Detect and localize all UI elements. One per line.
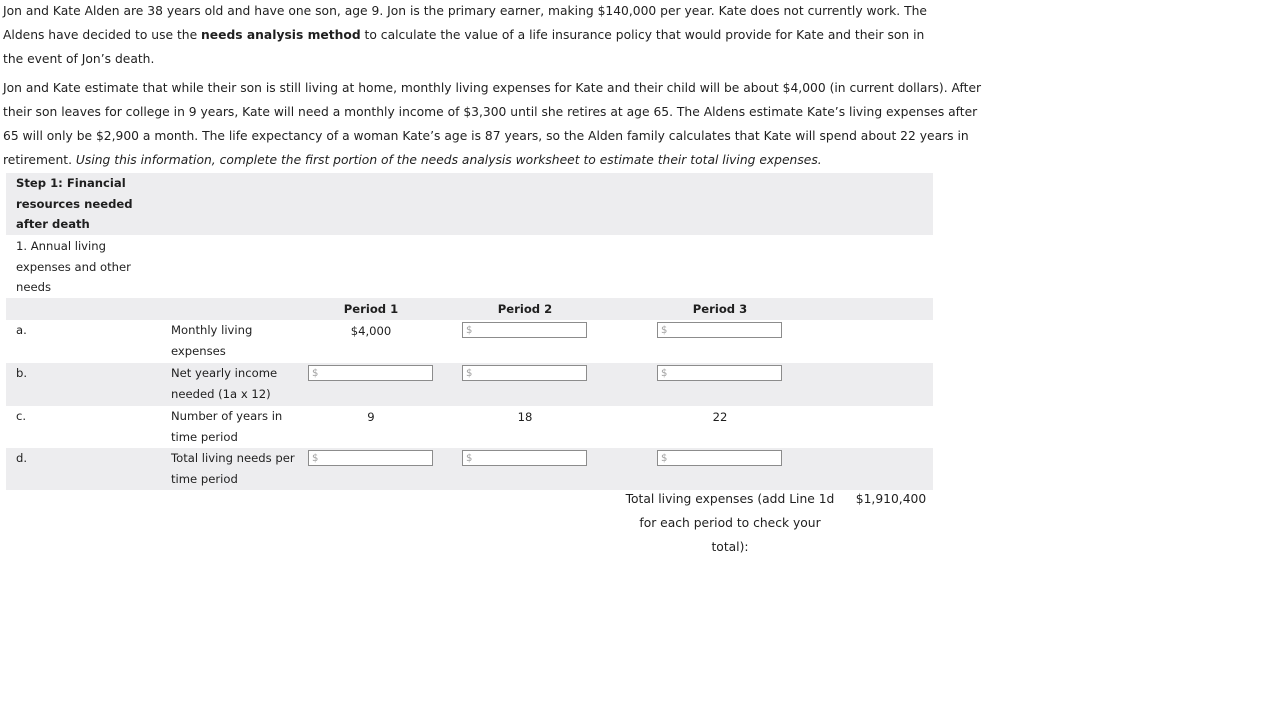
table-row [6, 320, 933, 363]
row-d-period-2-input[interactable] [462, 450, 587, 466]
row-letter: a. [16, 323, 27, 337]
intro-paragraph-2: Jon and Kate estimate that while their son is still living at home, monthly living expenses for Kate and their child will be about $4,000 (in current dollars). After their son leaves for college in 9 years, Kate will need a monthly income of $3,300 until she retires at age 65. The Aldens estimate Kate’s living expenses after 65 will only be $2,900 a month. The life expectancy of a woman Kate’s age is 87 years, so the Alden family calculates that Kate will spend about 22 years in retirement. Using this information, complete the first portion of the needs analysis worksheet to estimate their total living expenses. [3, 81, 982, 167]
row-a-period-3-input[interactable] [657, 322, 782, 338]
period-1-header: Period 1 [343, 302, 399, 316]
row-label: Total living needs per time period [171, 451, 295, 486]
row-label: Number of years in time period [171, 409, 283, 444]
row-c-period-3-value: 22 [712, 410, 728, 424]
table-row [6, 363, 933, 406]
section-label: 1. Annual living expenses and other needs [16, 239, 131, 294]
table-row [6, 448, 933, 490]
row-letter: d. [16, 451, 28, 465]
row-label: Monthly living expenses [171, 323, 253, 358]
step-title: Step 1: Financial resources needed after death [16, 176, 133, 231]
step-1-header-row [6, 173, 933, 235]
row-d-period-3-input[interactable] [657, 450, 782, 466]
period-3-header: Period 3 [692, 302, 748, 316]
row-c-period-1-value: 9 [367, 410, 375, 424]
period-2-header: Period 2 [497, 302, 553, 316]
row-letter: b. [16, 366, 28, 380]
row-d-period-1-input[interactable] [308, 450, 433, 466]
row-c-period-2-value: 18 [517, 410, 533, 424]
period-header-row [6, 298, 933, 320]
row-b-period-1-input[interactable] [308, 365, 433, 381]
row-b-period-3-input[interactable] [657, 365, 782, 381]
row-b-period-2-input[interactable] [462, 365, 587, 381]
table-row [6, 406, 933, 448]
total-living-expenses-label: Total living expenses (add Line 1d for each period to check your total): [625, 492, 835, 554]
row-a-period-2-input[interactable] [462, 322, 587, 338]
section-label-row [6, 235, 933, 298]
row-letter: c. [16, 409, 27, 423]
instructions-text: Using this information, complete the first portion of the needs analysis worksheet to estimate their total living expenses. [75, 153, 822, 167]
intro-paragraph-1: Jon and Kate Alden are 38 years old and have one son, age 9. Jon is the primary earner, making $140,000 per year. Kate does not currently work. The Aldens have decided to use the needs analysis method to calculate the value of a life insurance policy that would provide for Kate and their son in the event of Jon’s death. [3, 4, 927, 66]
row-a-period-1-value: $4,000 [350, 324, 392, 338]
row-label: Net yearly income needed (1a x 12) [171, 366, 278, 401]
total-living-expenses-value: $1,910,400 [855, 492, 927, 506]
needs-analysis-method-emphasis: needs analysis method [201, 28, 361, 42]
